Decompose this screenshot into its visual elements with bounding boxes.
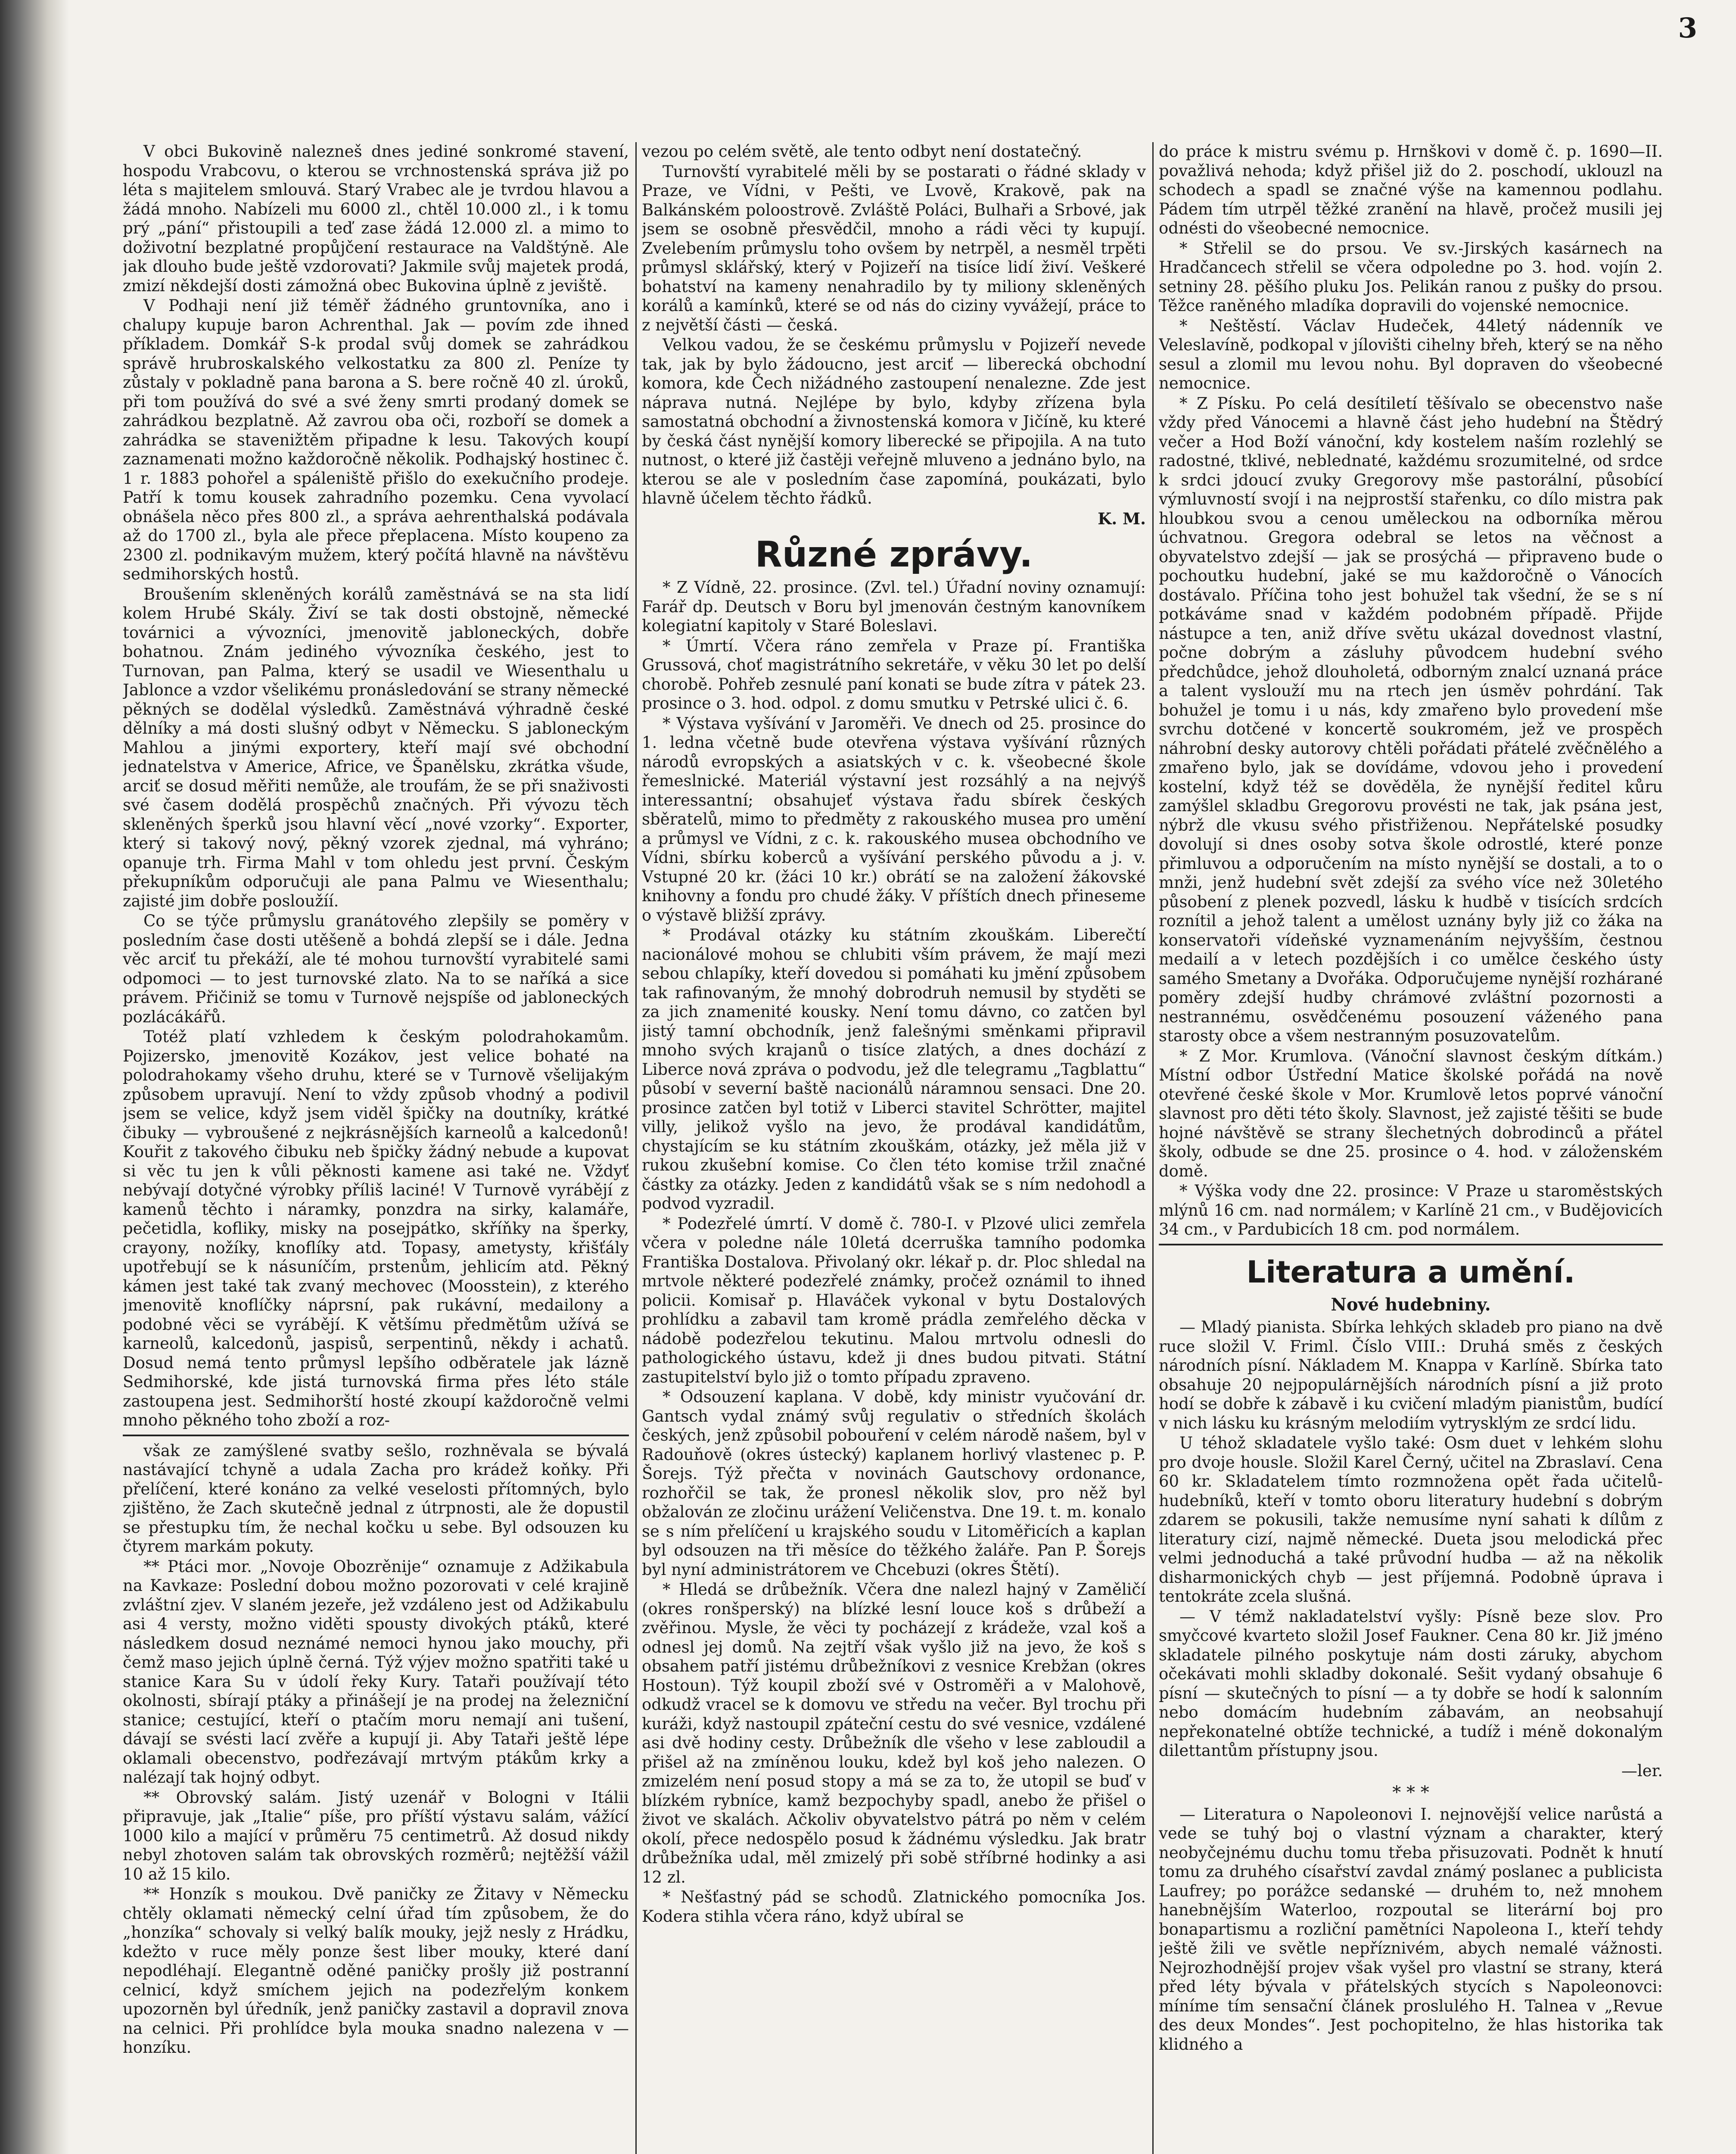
news-item: do práce k mistru svému p. Hrnškovi v domě č. p. 1690—II. považlivá nehoda; když přišel již do 2. poschodí, uklouzl na schodech a spadl se značné výše na kamennou podlahu. Pádem tím utrpěl těžké zranění na hlavě, pročež musili jej odnésti do všeobecné nemocnice.: [1159, 142, 1663, 237]
news-item: ** Obrovský salám. Jistý uzenář v Bologni v Itálii připravuje, jak „Italie“ píše, pro příští výstavu salám, vážící 1000 kilo a mající v průměru 75 centimetrů. Až dosud nikdy nebyl zhotoven salám tak obrovských rozměrů; nejtěžší vážil 10 až 15 kilo.: [123, 1788, 629, 1883]
separator-stars: * * *: [1392, 1783, 1429, 1802]
article-paragraph: V obci Bukovině nalezneš dnes jediné sonkromé stavení, hospodu Vrabcovu, o kterou se vrchnostenská správa již po léta s majitelem smlouvá. Starý Vrabec ale je tvrdou hlavou a žádá mnoho. Nabízeli mu 6000 zl., chtěl 10.000 zl., i k tomu prý „pání“ přistoupili a teď zase žádá 12.000 zl. a mimo to doživotní bezplatné propůjčení restaurace na Valdštýně. Ale jak dlouho bude ještě vzdorovati? Jakmile svůj majetek prodá, zmizí někdejší dosti zámožná obec Bukovina úplně z jeviště.: [123, 142, 629, 295]
news-item: * Odsouzení kaplana. V době, kdy ministr vyučování dr. Gantsch vydal známý svůj regulativ o středních školách českých, jenž způsobil pobouření v celém národě našem, byl v Radouňově (okres ústecký) kaplanem horlivý vlastenec p. P. Šorejs. Týž přečta v novinách Gautschovy ordonance, rozhořčil se tak, že pronesl několik slov, pro něž byl obžalován ze zločinu urážení Veličenstva. Dne 19. t. m. konalo se s ním přelíčení u krajského soudu v Litoměřicích a kaplan byl odsouzen na tři měsíce do těžkého žaláře. Pan P. Šorejs byl nyní administrátorem ve Chcebuzi (okres Štětí).: [642, 1388, 1146, 1579]
news-item: * Z Mor. Krumlova. (Vánoční slavnost českým dítkám.) Místní odbor Ústřední Matice školské pořádá na nově otevřené české škole v Mor. Krumlově letos poprvé vánoční slavnost pro děti této školy. Slavnost, jež zajisté těšiti se bude hojné návštěvě se strany šlechetných dobrodinců a přátel školy, odbude se dne 25. prosince o 4. hod. v záloženském domě.: [1159, 1046, 1663, 1180]
news-item: * Střelil se do prsou. Ve sv.-Jirských kasárnech na Hradčancech střelil se včera odpoledne po 3. hod. vojín 2. setniny 28. pěšího pluku Jos. Pelikán ranou z pušky do prsou. Těžce raněného mladíka dopravili do vojenské nemocnice.: [1159, 239, 1663, 315]
news-item: * Úmrtí. Včera ráno zemřela v Praze pí. Františka Grussová, choť magistrátního sekretáře, v věku 30 let po delší chorobě. Pohřeb zesnulé paní konati se bude zítra v pátek 23. prosince o 3. hod. odpol. z domu smutku v Petrské ulici č. 6.: [642, 636, 1146, 713]
page-number: 3: [1678, 12, 1697, 44]
news-item: * Z Vídně, 22. prosince. (Zvl. tel.) Úřadní noviny oznamují: Farář dp. Deutsch v Boru byl jmenován čestným kanovníkem kolegiatní kapitoly v Staré Boleslavi.: [642, 578, 1146, 635]
news-item: * Prodával otázky ku státním zkouškám. Liberečtí nacionálové mohou se chlubiti vším právem, že mají mezi sebou chlapíky, kteří dovedou si pomáhati ku jmění způsobem tak rafinovaným, že mnohý dobrodruh nemusil by styděti se za jich znamenité kousky. Není tomu dávno, co zatčen byl jistý tamní obchodník, jenž falešnými směnkami připravil mnoho svých krajanů o tisíce zlatých, a dnes dochází z Liberce nová zpráva o podvodu, jež dle telegramu „Tagblattu“ působí v severní baště nacionálů náramnou sensaci. Dne 20. prosince zatčen byl totiž v Liberci stavitel Schrötter, majitel villy, jelikož vyšlo na jevo, že prodával kandidátům, chystajícím se ku státním zkouškám, otázky, jež měla již v rukou zkušební komise. Co člen této komise tržil značné částky za otázky. Jeden z kandidátů však se s ním nedohodl a podvod vyzradil.: [642, 926, 1146, 1213]
subsection-title: Nové hudebniny.: [1331, 1294, 1491, 1315]
article-paragraph: Totéž platí vzhledem k českým polodrahokamům. Pojizersko, jmenovitě Kozákov, jest velice bohaté na polodrahokamy všeho druhu, které se v Turnově všelijakým způsobem upravují. Není to vždy způsob vhodný a podivil jsem se velice, když jsem viděl špičky na doutníky, krátké čibuky — vybroušené z nejkrásnějších karneolů a kalcedonů! Kouřit z takového čibuku neb špičky žádný nebude a kupovat si věc tu jen k vůli pěknosti kamene asi také ne. Vždyť nebývají dotyčné výrobky příliš laciné! V Turnově vyrábějí z kamenů těchto i náramky, ponzdra na sirky, kalamáře, pečetidla, kofliky, misky na posejpátko, skříňky na šperky, crayony, nožíky, knoflíky atd. Topasy, ametysty, křišťály upotřebují se k násuníčím, prstenům, jehlicím atd. Pěkný kámen jest také tak zvaný mechovec (Moosstein), z kterého jmenovitě knoflíčky náprsní, pak rukávní, medailony a podobné věci se vyrábějí. K většímu předmětům užívá se karneolů, kalcedonů, jaspisů, serpentinů, někdy i achatů. Dosud nemá tento průmysl lepšího odběratele jak lázně Sedmihorské, kde jistá turnovská firma přes léto stále zastoupena jest. Sedmihorští hosté zkoupí každoročně velmi mnoho pěkného toho zboží a roz-: [123, 1027, 629, 1429]
news-item: * Podezřelé úmrtí. V domě č. 780-I. v Plzové ulici zemřela včera v poledne nále 10letá dcerruška tamního podomka Františka Dostalova. Přivolaný okr. lékař p. dr. Ploc shledal na mrtvole některé podezřelé známky, pročež oznámil to ihned policii. Komisař p. Hlaváček vykonal v bytu Dostalových prohlídku a zabavil tam kromě prádla zemřelého děcka v nádobě podezřelou tekutinu. Malou mrtvolu odnesli do pathologického ústavu, kdež ji dnes budou pitvati. Státní zastupitelství bylo již o tomto případu zpraveno.: [642, 1214, 1146, 1386]
review-signature: —ler.: [1621, 1761, 1663, 1780]
news-item: však ze zamýšlené svatby sešlo, rozhněvala se bývalá nastávající tchyně a udala Zacha pro krádež koňky. Při přelíčení, které konáno za velké veselosti přítomných, bylo zjištěno, že Zach skutečně jednal z útrpnosti, ale že dopustil se přestupku tím, že nechal kočku u sebe. Byl odsouzen ku čtyrem markám pokuty.: [123, 1441, 629, 1556]
section-title-literatura: Literatura a umění.: [1246, 1254, 1575, 1290]
column-rule-1: [635, 142, 637, 2154]
article-paragraph: Velkou vadou, že se českému průmyslu v Pojizeří nevede tak, jak by bylo žádoucno, jest arciť — liberecká obchodní komora, kde Čech nižádného zastoupení nenalezne. Zde jest náprava nutná. Nejlépe by bylo, kdyby zřízena byla samostatná obchodní a živnostenská komora v Jičíně, ku které by česká část nynější komory liberecké se připojila. A na tuto nutnost, o které již častěji veřejně mluveno a jednáno bylo, na kterou se ale v posledním čase zapomíná, poukázati, bylo hlavně účelem těchto řádků.: [642, 336, 1146, 507]
section-divider: [1159, 1244, 1663, 1245]
review-item: U téhož skladatele vyšlo také: Osm duet v lehkém slohu pro dvoje housle. Složil Karel Černý, učitel na Zbraslaví. Cena 60 kr. Skladatelem tímto rozmnožena opět řada učitelů-hudebníků, kteří v tomto oboru literatury hudební s dobrým zdarem se pokusili, takže nemusíme nyní sahati k dílům z literatury cizí, najmě německé. Dueta jsou melodická přec velmi jednoduchá a také průvodní hudba — až na několik disharmonických chyb — jest příjemná. Podobně úprava i tentokráte zcela slušná.: [1159, 1434, 1663, 1606]
article-paragraph: Broušením skleněných korálů zaměstnává se na sta lidí kolem Hrubé Skály. Živí se tak dosti obstojně, německé továrnici a vývozníci, jmenovitě jabloneckých, dobře bohatnou. Znám jediného vývozníka českého, jest to Turnovan, pan Palma, který se usadil ve Wiesenthalu u Jablonce a vzdor všelikému pronásledování se strany německé pěkných se dodělal výsledků. Zaměstnává výhradně české dělníky a má dosti slušný odbyt v Německu. S jabloneckým Mahlou a jinými exportery, kteří mají své obchodní jednatelstva v Americe, Africe, ve Španělsku, zkrátka všude, arciť se dosud měřiti nemůže, ale troufám, že se při snaživosti své časem dodělá prospěchů značných. Při vývozu těch skleněných šperků jsou hlavní věcí „nové vzorky“. Exporter, který si takový nový, pěkný vzorek zjednal, má vyhráno; opanuje trh. Firma Mahl v tom ohledu jest první. Českým překupníkům odporučuji ale pana Palmu ve Wiesenthalu; zajisté jim dobře posloužíí.: [123, 585, 629, 910]
column-2: [642, 142, 1146, 2154]
news-item: * Neštěstí. Václav Hudeček, 44letý nádenník ve Veleslavíně, podkopal v jílovišti cihelny břeh, který se na něho sesul a zlomil mu levou nohu. Byl dopraven do všeobecné nemocnice.: [1159, 316, 1663, 392]
review-item: — Mladý pianista. Sbírka lehkých skladeb pro piano na dvě ruce složil V. Friml. Číslo VIII.: Druhá směs z českých národních písní. Nákladem M. Knappa v Karlíně. Sbírka tato obsahuje 20 nejpopulárnějších národních písní a již proto hodí se dobře k zábavě i ku cvičení mladým pianistům, budící v nich lásku ku krásným melodiím vytrysklým ze srdcí lidu.: [1159, 1318, 1663, 1432]
column-3: [1159, 142, 1663, 2154]
news-item: * Výška vody dne 22. prosince: V Praze u staroměstských mlýnů 16 cm. nad normálem; v Karlíně 21 cm., v Budějovicích 34 cm., v Pardubicích 18 cm. pod normálem.: [1159, 1182, 1663, 1239]
section-divider: [123, 1435, 629, 1436]
news-item: * Nešťastný pád se schodů. Zlatnického pomocníka Jos. Kodera stihla včera ráno, když ubíral se: [642, 1888, 1146, 1926]
news-item: * Z Písku. Po celá desítiletí těšívalo se obecenstvo naše vždy před Vánocemi a hlavně část jeho hudební na Štědrý večer a Hod Boží vánoční, kdy kostelem naším rozlehlý se radostné, tklivé, neblednaté, každému srozumitelné, od srdce k srdci jdoucí zvuky Gregorovy mše pastorální, působící výmluvností svojí i na nejprostší stařenku, co dílo mistra pak hloubkou svou a cenou uměleckou na odborníka měrou úchvatnou. Gregora odebral se letos na věčnost a obyvatelstvo zdejší — jak se prosýchá — připraveno bude o pochoutku hudební, jaké se mu každoročně o Vánocích dostávalo. Příčina toho jest bohužel tak všední, že se s ní potkáváme snad v každém podobném případě. Přijde nástupce a ten, aniž dříve světu ukázal dovednost vlastní, počne dobrým a zásluhy původcem hudební svého předchůdce, jehož dlouholetá, odborným znalcí uznaná práce a talent vyslouží mu na rtech jen úsměv pohrdání. Tak bohužel je tomu i u nás, kdy zmařeno bylo provedení mše svrchu dotčené v koncertě soukromém, jež ve prospěch náhrobní desky autorovy chtěli pořádati přátelé zvěčnělého a zmařeno bylo, jak se dovídáme, vdovou jeho i provedení kostelní, když též se dověděla, že nynější ředitel kůru zamýšlel skladbu Gregorovu provésti ne tak, jak psána jest, nýbrž dle vkusu svého přistřiženou. Nepřátelské posudky dovolují si dnes osoby sotva škole odrostlé, které ponze přimluvou a odporučením na místo nynější se dostali, a to o mnži, jenž hudební svět zdejší za svého více než 30letého působení z plenek pozvedl, lásku k hudbě v tisících srdcích roznítil a jehož talent a umělost uznány byly již co žáka na konservatoři vídeňské vyznamenáním nejvyšším, čestnou medailí a v letech pozdějších i co umělce českého ústy samého Smetany a Dvořáka. Odporučujeme nynější rozhárané poměry zdejší hudby chrámové zvláštní pozornosti a nestrannému, osvědčenému posouzení váženého pana starosty obce a všem nestranným posuzovatelům.: [1159, 394, 1663, 1045]
news-item: ** Honzík s moukou. Dvě paničky ze Žitavy v Německu chtěly oklamati německý celní úřad tím způsobem, že do „honzíka“ schovaly si velký balík mouky, jejž nesly z Hrádku, kdežto v ruce měly ponze šest liber mouky, které daní nepodléhají. Elegantně oděné paničky prošly již postranní celnicí, když smíchem jejich na podezřelým konkem upozorněn byl úředník, jenž paničky zastavil a dopravil znova na celnici. Při prohlídce byla mouka snadno nalezena v — honzíku.: [123, 1885, 629, 2057]
scan-binding-shadow: [0, 0, 69, 2154]
news-item: * Hledá se drůbežník. Včera dne nalezl hajný v Zaměličí (okres ronšperský) na blízké lesní louce koš s drůbeží a zvěřinou. Mysle, že věci ty pocházejí z krádeže, vzal koš a odnesl jej domů. Na zejtří však vyšlo již na jevo, že koš s obsahem patří jistému drůbežníkovi z vesnice Krebžan (okres Hostoun). Týž koupil zboží své v Ostroměři a v Malohově, odkudž vracel se k domovu ve středu na večer. Byl trochu při kuráži, když nastoupil zpáteční cestu do své vesnice, vzdálené asi dvě hodiny cesty. Drůbežník dle všeho v lese zabloudil a přišel až na zmíněnou louku, kdež byl koš jeho nalezen. O zmizelém není posud stopy a má se za to, že utopil se buď v blízkém rybníce, kamž bezpochyby spadl, anebo že přišel o život ve skalách. Ačkoliv obyvatelstvo pátrá po něm v celém okolí, přece nedospělo posud k žádnému výsledku. Jak bratr drůbežníka udal, měl zmizelý při sobě stříbrné hodinky a asi 12 zl.: [642, 1580, 1146, 1886]
column-rule-2: [1152, 142, 1154, 2154]
article-paragraph: Co se týče průmyslu granátového zlepšily se poměry v posledním čase dosti utěšeně a bohdá zlepší se i dále. Jedna věc arciť tu překáží, ale té mohou turnovští vyrabitelé sami odpomoci — to jest turnovské zlato. Na to se naříká a sice právem. Přičiniž se tomu v Turnově nejspíše od jabloneckých pozlácákářů.: [123, 912, 629, 1026]
section-title-ruzne-zpravy: Různé zprávy.: [755, 534, 1033, 575]
column-1: [123, 142, 629, 2154]
article-paragraph: V Podhaji není již téměř žádného gruntovníka, ano i chalupy kupuje baron Achrenthal. Jak — povím zde ihned příkladem. Domkář S-k prodal svůj domek se zahrádkou správě hrubroskalského velkostatku za 800 zl. Peníze ty zůstaly v pokladně pana barona a S. bere ročně 40 zl. úroků, při tom používá do své a své ženy smrti prodaný domek se zahrádkou bezplatně. Až zavrou oba oči, rozboří se domek a zahrádka se stavenižtěm připadne k lesu. Takových koupí zaznamenati možno každoročně několik. Podhajský hostinec č. 1 r. 1883 pohořel a spáleniště přišlo do exekučního prodeje. Patří k tomu kousek zahradního pozemku. Cena vyvolací obnášela něco přes 800 zl., a správa aehrenthalská podávala až do 1700 zl., byla ale přece přeplacena. Místo koupeno za 2300 zl. podnikavým mužem, který počítá hlavně na návštěvu sedmihorských hostů.: [123, 296, 629, 583]
article-signature: K. M.: [1098, 509, 1146, 528]
news-item: ** Ptáci mor. „Novoje Obozrěnije“ oznamuje z Adžikabula na Kavkaze: Poslední dobou možno pozorovati v celé krajině zvláštní zjev. V slaném jezeře, jež vzdáleno jest od Adžikabulu asi 4 versty, možno viděti spousty divokých ptáků, které následkem dosud neznámé nemoci hynou jako mouchy, při čemž maso jejich úplně černá. Týž výjev možno spatřiti také u stanice Kara Su v údolí řeky Kury. Tataři používají této okolnosti, sbírají ptáky a přinášejí je na prodej na železniční stanice; cestující, kteří o ptačím moru nemají ani tušení, dávají se svésti lací zvěře a kupují ji. Aby Tataři ještě lépe oklamali obecenstvo, podřezávají mrtvým ptákům krky a nalézají tak hojný odbyt.: [123, 1557, 629, 1787]
news-item: * Výstava vyšívání v Jaroměři. Ve dnech od 25. prosince do 1. ledna včetně bude otevřena výstava vyšívání různých národů evropských a asiatských v c. k. všeobecné škole řemeslnické. Materiál výstavní jest rozsáhlý a na nejvýš interessantní; obsahujeť výstava řadu sbírek českých sběratelů, mimo to předměty z rakouského musea pro umění a průmysl ve Vídni, z c. k. rakouského musea obchodního ve Vídni, sbírku koberců a vyšívání perského původu a j. v. Vstupné 20 kr. (žáci 10 kr.) obrátí se na založení žákovské knihovny a fondu pro chudé žáky. V příštích dnech přineseme o výstavě bližší zprávy.: [642, 714, 1146, 924]
review-item: — V témž nakladatelství vyšly: Písně beze slov. Pro smyčcové kvarteto složil Josef Faukner. Cena 80 kr. Již jméno skladatele pilného poskytuje nám dosti záruky, abychom očekávati mohli skladby dokonalé. Sešit vydaný obsahuje 6 písní — skutečných to písní — a ty dobře se hodí k salonním nebo domácím hudebním zábavám, an neobsahují nepřekonatelné obtíže technické, a tudíž i méně dokonalým dilettantům přístupny jsou.: [1159, 1607, 1663, 1760]
article-paragraph: — Literatura o Napoleonovi I. nejnovější velice narůstá a vede se tuhý boj o vlastní význam a charakter, který neobyčejnému duchu tomu třeba přisuzovati. Podnět k hnutí tomu za druhého císařství zavdal známý poslanec a publicista Laufrey; po porážce sedanské — druhém to, než mnohem hanebnějším Waterloo, rozpoutal se literární boj pro bonapartismu a rozliční pamětníci Napoleona I., kteří tehdy ještě žili ve světle nepříznivém, abych nemalé vážnosti. Nejrozhodnější projev však vyšel pro vlastní se strany, která před léty bývala v přátelských stycích s Napoleonovci: míníme tím sensační článek proslulého H. Talnea v „Revue des deux Mondes“. Jest pochopitelno, že hlas historika tak klidného a: [1159, 1805, 1663, 2054]
article-paragraph: vezou po celém světě, ale tento odbyt není dostatečný.: [642, 142, 1082, 161]
article-paragraph: Turnovští vyrabitelé měli by se postarati o řádné sklady v Praze, ve Vídni, v Pešti, ve Lvově, Krakově, pak na Balkánském poloostrově. Zvláště Poláci, Bulhaři a Srbové, jak jsem se osobně přesvědčil, mnoho a rádi věci ty kupují. Zvelebením průmyslu toho ovšem by netrpěl, a nesměl trpěti průmysl sklářský, který v Pojizeří na tisíce lidí živí. Veškeré bohatství na kameny nenahradilo by ty miliony skleněných korálů a kamínků, které se od nás do ciziny vyvážejí, práce to z největší části — česká.: [642, 162, 1146, 334]
